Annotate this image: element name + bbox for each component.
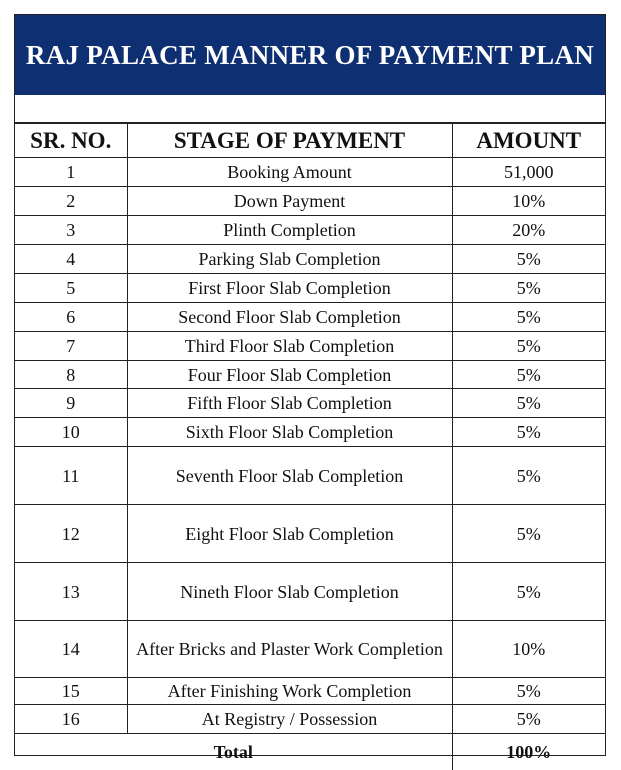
cell-stage: Plinth Completion	[127, 216, 452, 245]
col-header-sr-no: SR. NO.	[15, 124, 127, 158]
cell-sr-no: 13	[15, 563, 127, 621]
cell-amount: 51,000	[452, 158, 605, 187]
cell-amount: 5%	[452, 505, 605, 563]
payment-table	[15, 123, 605, 770]
cell-stage: First Floor Slab Completion	[127, 274, 452, 303]
cell-stage: Second Floor Slab Completion	[127, 303, 452, 332]
table-row	[15, 187, 605, 216]
cell-stage: After Finishing Work Completion	[127, 678, 452, 705]
cell-sr-no: 5	[15, 274, 127, 303]
cell-amount: 5%	[452, 563, 605, 621]
cell-stage: Third Floor Slab Completion	[127, 332, 452, 361]
cell-amount: 5%	[452, 447, 605, 505]
table-row	[15, 361, 605, 389]
cell-sr-no: 8	[15, 361, 127, 389]
cell-stage: After Bricks and Plaster Work Completion	[127, 621, 452, 678]
table-row	[15, 678, 605, 705]
table-row	[15, 332, 605, 361]
cell-amount: 5%	[452, 418, 605, 447]
cell-sr-no: 1	[15, 158, 127, 187]
table-row	[15, 621, 605, 678]
table-row	[15, 418, 605, 447]
header-row	[15, 124, 605, 158]
table-row	[15, 505, 605, 563]
cell-sr-no: 7	[15, 332, 127, 361]
table-row	[15, 216, 605, 245]
table-row	[15, 158, 605, 187]
cell-sr-no: 14	[15, 621, 127, 678]
cell-amount: 5%	[452, 332, 605, 361]
cell-stage: Nineth Floor Slab Completion	[127, 563, 452, 621]
cell-amount: 10%	[452, 621, 605, 678]
table-row	[15, 563, 605, 621]
col-header-amount: AMOUNT	[452, 124, 605, 158]
total-label: Total	[15, 734, 452, 770]
total-row	[15, 734, 605, 770]
cell-stage: Down Payment	[127, 187, 452, 216]
title-banner	[15, 15, 605, 95]
cell-amount: 5%	[452, 705, 605, 734]
cell-stage: Four Floor Slab Completion	[127, 361, 452, 389]
cell-sr-no: 4	[15, 245, 127, 274]
cell-amount: 10%	[452, 187, 605, 216]
cell-stage: Eight Floor Slab Completion	[127, 505, 452, 563]
cell-sr-no: 12	[15, 505, 127, 563]
table-row	[15, 303, 605, 332]
table-row	[15, 705, 605, 734]
cell-stage: Sixth Floor Slab Completion	[127, 418, 452, 447]
cell-amount: 5%	[452, 303, 605, 332]
total-amount: 100%	[452, 734, 605, 770]
cell-stage: Fifth Floor Slab Completion	[127, 389, 452, 418]
table-row	[15, 245, 605, 274]
cell-sr-no: 3	[15, 216, 127, 245]
table-row	[15, 274, 605, 303]
table-row	[15, 447, 605, 505]
cell-amount: 5%	[452, 361, 605, 389]
cell-sr-no: 15	[15, 678, 127, 705]
cell-sr-no: 6	[15, 303, 127, 332]
cell-stage: Seventh Floor Slab Completion	[127, 447, 452, 505]
cell-sr-no: 9	[15, 389, 127, 418]
page-title: RAJ PALACE MANNER OF PAYMENT PLAN	[26, 40, 594, 71]
cell-stage: Booking Amount	[127, 158, 452, 187]
payment-plan-sheet	[14, 14, 606, 756]
cell-amount: 5%	[452, 245, 605, 274]
cell-stage: At Registry / Possession	[127, 705, 452, 734]
cell-sr-no: 11	[15, 447, 127, 505]
cell-sr-no: 10	[15, 418, 127, 447]
cell-sr-no: 16	[15, 705, 127, 734]
table-row	[15, 389, 605, 418]
col-header-stage: STAGE OF PAYMENT	[127, 124, 452, 158]
cell-amount: 5%	[452, 274, 605, 303]
banner-spacer	[15, 95, 605, 123]
cell-sr-no: 2	[15, 187, 127, 216]
cell-amount: 5%	[452, 389, 605, 418]
cell-stage: Parking Slab Completion	[127, 245, 452, 274]
cell-amount: 20%	[452, 216, 605, 245]
cell-amount: 5%	[452, 678, 605, 705]
